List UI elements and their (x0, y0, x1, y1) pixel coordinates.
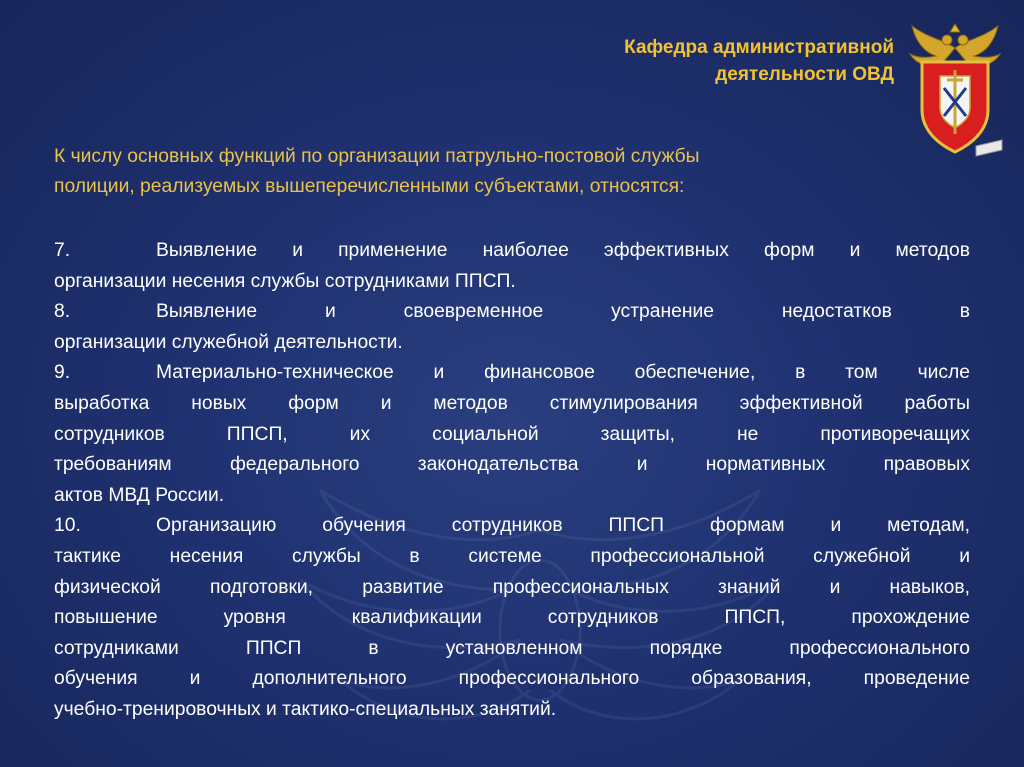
item-text-line: сотрудниками ППСП в установленном порядке профессионального (54, 637, 970, 659)
list-item (54, 358, 970, 511)
item-text-line: актов МВД России. (54, 484, 225, 506)
department-title-line2: деятельности ОВД (715, 64, 894, 85)
item-text-line: организации служебной деятельности. (54, 331, 403, 353)
intro-line1: К числу основных функций по организации патрульно-постовой службы (54, 146, 700, 167)
intro-paragraph (54, 142, 970, 202)
item-text-line: учебно-тренировочных и тактико-специальных занятий. (54, 698, 557, 720)
item-text-line: организации несения службы сотрудниками ППСП. (54, 270, 516, 292)
item-number: 9. (54, 362, 71, 384)
item-text-line: Организацию обучения сотрудников ППСП формам и методам, (156, 515, 970, 537)
police-emblem-icon (906, 18, 1004, 160)
item-number: 7. (54, 240, 71, 261)
item-text-line: повышение уровня квалификации сотрудников ППСП, прохождение (54, 607, 970, 629)
item-text-line: выработка новых форм и методов стимулирования эффективной работы (54, 392, 970, 414)
item-text-line: требованиям федерального законодательства и нормативных правовых (54, 454, 970, 476)
list-item (54, 511, 970, 725)
item-text-line: сотрудников ППСП, их социальной защиты, не противоречащих (54, 423, 970, 445)
item-text-line: Выявление и применение наиболее эффективных форм и методов (156, 240, 970, 261)
item-number: 8. (54, 301, 71, 323)
item-text-line: Выявление и своевременное устранение недостатков в (156, 301, 970, 323)
functions-list (54, 236, 970, 726)
item-text-line: обучения и дополнительного профессионального образования, проведение (54, 668, 970, 690)
department-title-line1: Кафедра административной (624, 37, 894, 58)
item-text-line: физической подготовки, развитие профессиональных знаний и навыков, (54, 576, 970, 598)
intro-line2: полиции, реализуемых вышеперечисленными субъектами, относятся: (54, 176, 685, 197)
department-title (624, 34, 894, 88)
item-text-line: тактике несения службы в системе профессиональной служебной и (54, 545, 970, 567)
list-item (54, 236, 970, 297)
item-text-line: Материально-техническое и финансовое обеспечение, в том числе (156, 362, 970, 384)
list-item (54, 297, 970, 358)
item-number: 10. (54, 515, 81, 537)
